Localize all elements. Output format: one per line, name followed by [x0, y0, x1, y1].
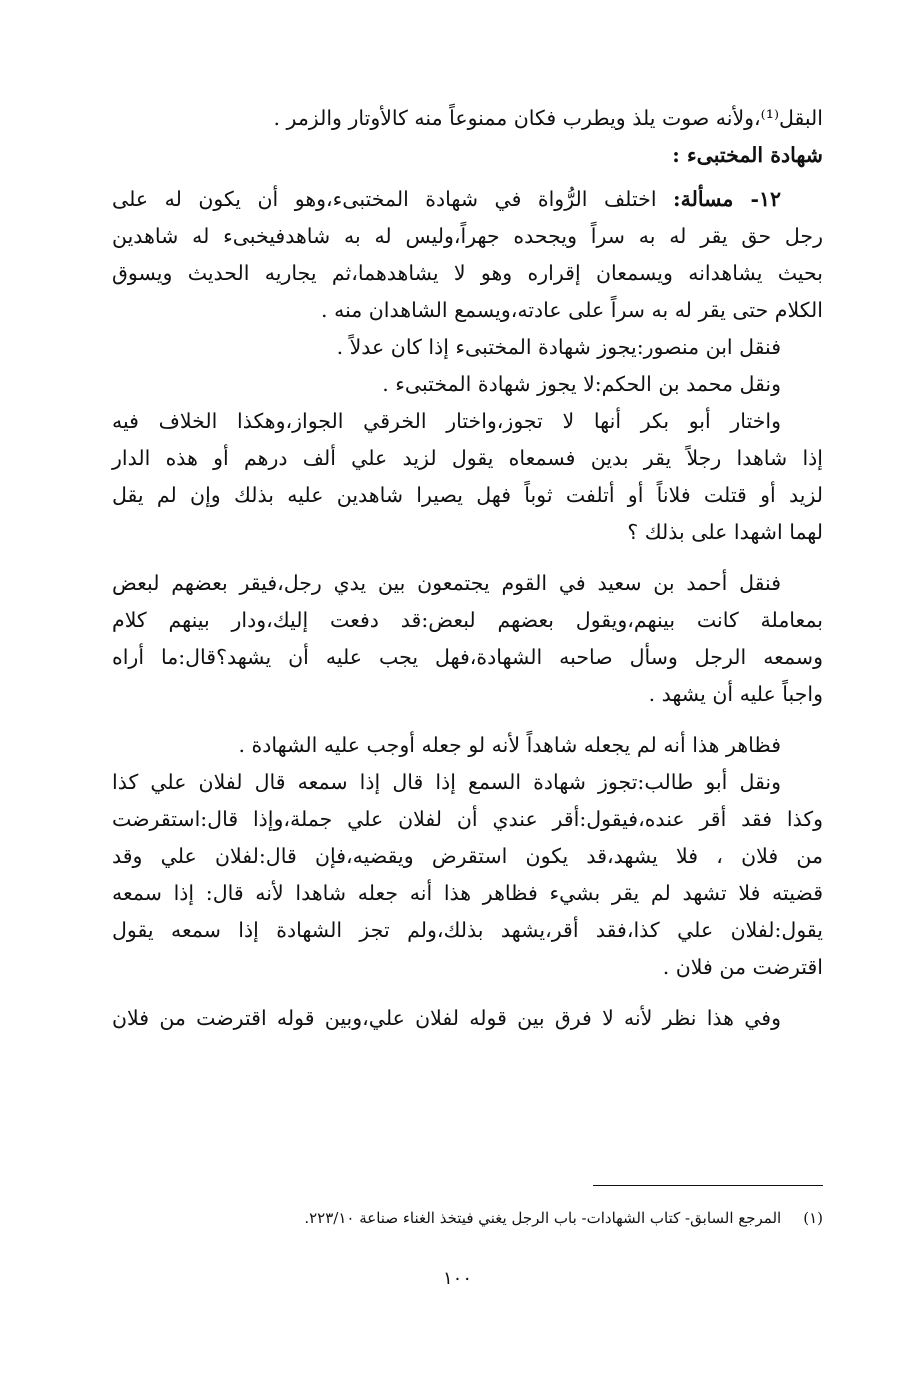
page-body: [112, 100, 823, 1037]
text-line: فظاهر هذا أنه لم يجعله شاهداً لأنه لو جعله أوجب عليه الشهادة .: [238, 733, 781, 757]
text-line: البقل⁽¹⁾،ولأنه صوت يلذ ويطرب فكان ممنوعاً منه كالأوتار والزمر .: [273, 106, 823, 130]
text-line: وسمعه الرجل وسأل صاحبه الشهادة،فهل يجب عليه أن يشهد؟قال:ما أراه: [112, 645, 823, 669]
text-line: قضيته فلا تشهد لم يقر بشيء فظاهر هذا أنه جعله شاهدا لأنه قال: إذا سمعه: [112, 881, 823, 905]
page-number: ١٠٠: [442, 1268, 472, 1289]
text-line: واجباً عليه أن يشهد .: [648, 682, 823, 706]
text-line: وكذا فقد أقر عنده،فيقول:أقر عندي أن لفلان علي جملة،وإذا قال:استقرضت: [112, 807, 823, 831]
text-line: بحيث يشاهدانه ويسمعان إقراره وهو لا يشاهدهما،ثم يجاريه الحديث ويسوق: [112, 261, 823, 285]
text-line: واختار أبو بكر أنها لا تجوز،واختار الخرقي الجواز،وهكذا الخلاف فيه: [112, 409, 781, 433]
text-line: [112, 181, 823, 218]
footnote-number: (١): [803, 1209, 823, 1227]
text-line: إذا شاهدا رجلاً يقر بدين فسمعاه يقول لزيد علي ألف درهم أو هذه الدار: [112, 446, 823, 470]
text-line: ونقل أبو طالب:تجوز شهادة السمع إذا قال إذا سمعه قال لفلان علي كذا: [112, 770, 781, 794]
text-line: وفي هذا نظر لأنه لا فرق بين قوله لفلان علي،وبين قوله اقترضت من فلان: [112, 1006, 781, 1030]
footnote-text: المرجع السابق- كتاب الشهادات- باب الرجل يغني فيتخذ الغناء صناعة ٢٢٣/١٠.: [304, 1209, 782, 1227]
text-line: لهما اشهدا على بذلك ؟: [627, 520, 823, 544]
text-line: فنقل أحمد بن سعيد في القوم يجتمعون بين يدي رجل،فيقر بعضهم لبعض: [112, 571, 781, 595]
issue-marker: ١٢- مسألة:: [673, 187, 781, 211]
footnote: [150, 1206, 823, 1230]
text-line: فنقل ابن منصور:يجوز شهادة المختبىء إذا كان عدلاً .: [336, 335, 781, 359]
footnote-divider: [593, 1185, 823, 1186]
text-line: ونقل محمد بن الحكم:لا يجوز شهادة المختبىء .: [382, 372, 781, 396]
text-line: بمعاملة كانت بينهم،ويقول بعضهم لبعض:قد دفعت إليك،ودار بينهم كلام: [112, 608, 823, 632]
text-line: من فلان ، فلا يشهد،قد يكون استقرض ويقضيه،فإن قال:لفلان علي وقد: [112, 844, 823, 868]
section-heading: شهادة المختبىء :: [672, 143, 823, 167]
issue-line-rest: اختلف الرُّواة في شهادة المختبىء،وهو أن يكون له على: [112, 187, 657, 211]
text-line: يقول:لفلان علي كذا،فقد أقر،يشهد بذلك،ولم تجز الشهادة إذا سمعه يقول: [112, 918, 823, 942]
text-line: اقترضت من فلان .: [662, 955, 823, 979]
text-line: رجل حق يقر له به سراً ويجحده جهراً،وليس له به شاهدفيخبىء له شاهدين: [112, 224, 823, 248]
text-line: الكلام حتى يقر له به سراً على عادته،ويسمع الشاهدان منه .: [321, 298, 823, 322]
text-line: لزيد أو قتلت فلاناً أو أتلفت ثوباً فهل يصيرا شاهدين عليه بذلك وإن لم يقل: [112, 483, 823, 507]
